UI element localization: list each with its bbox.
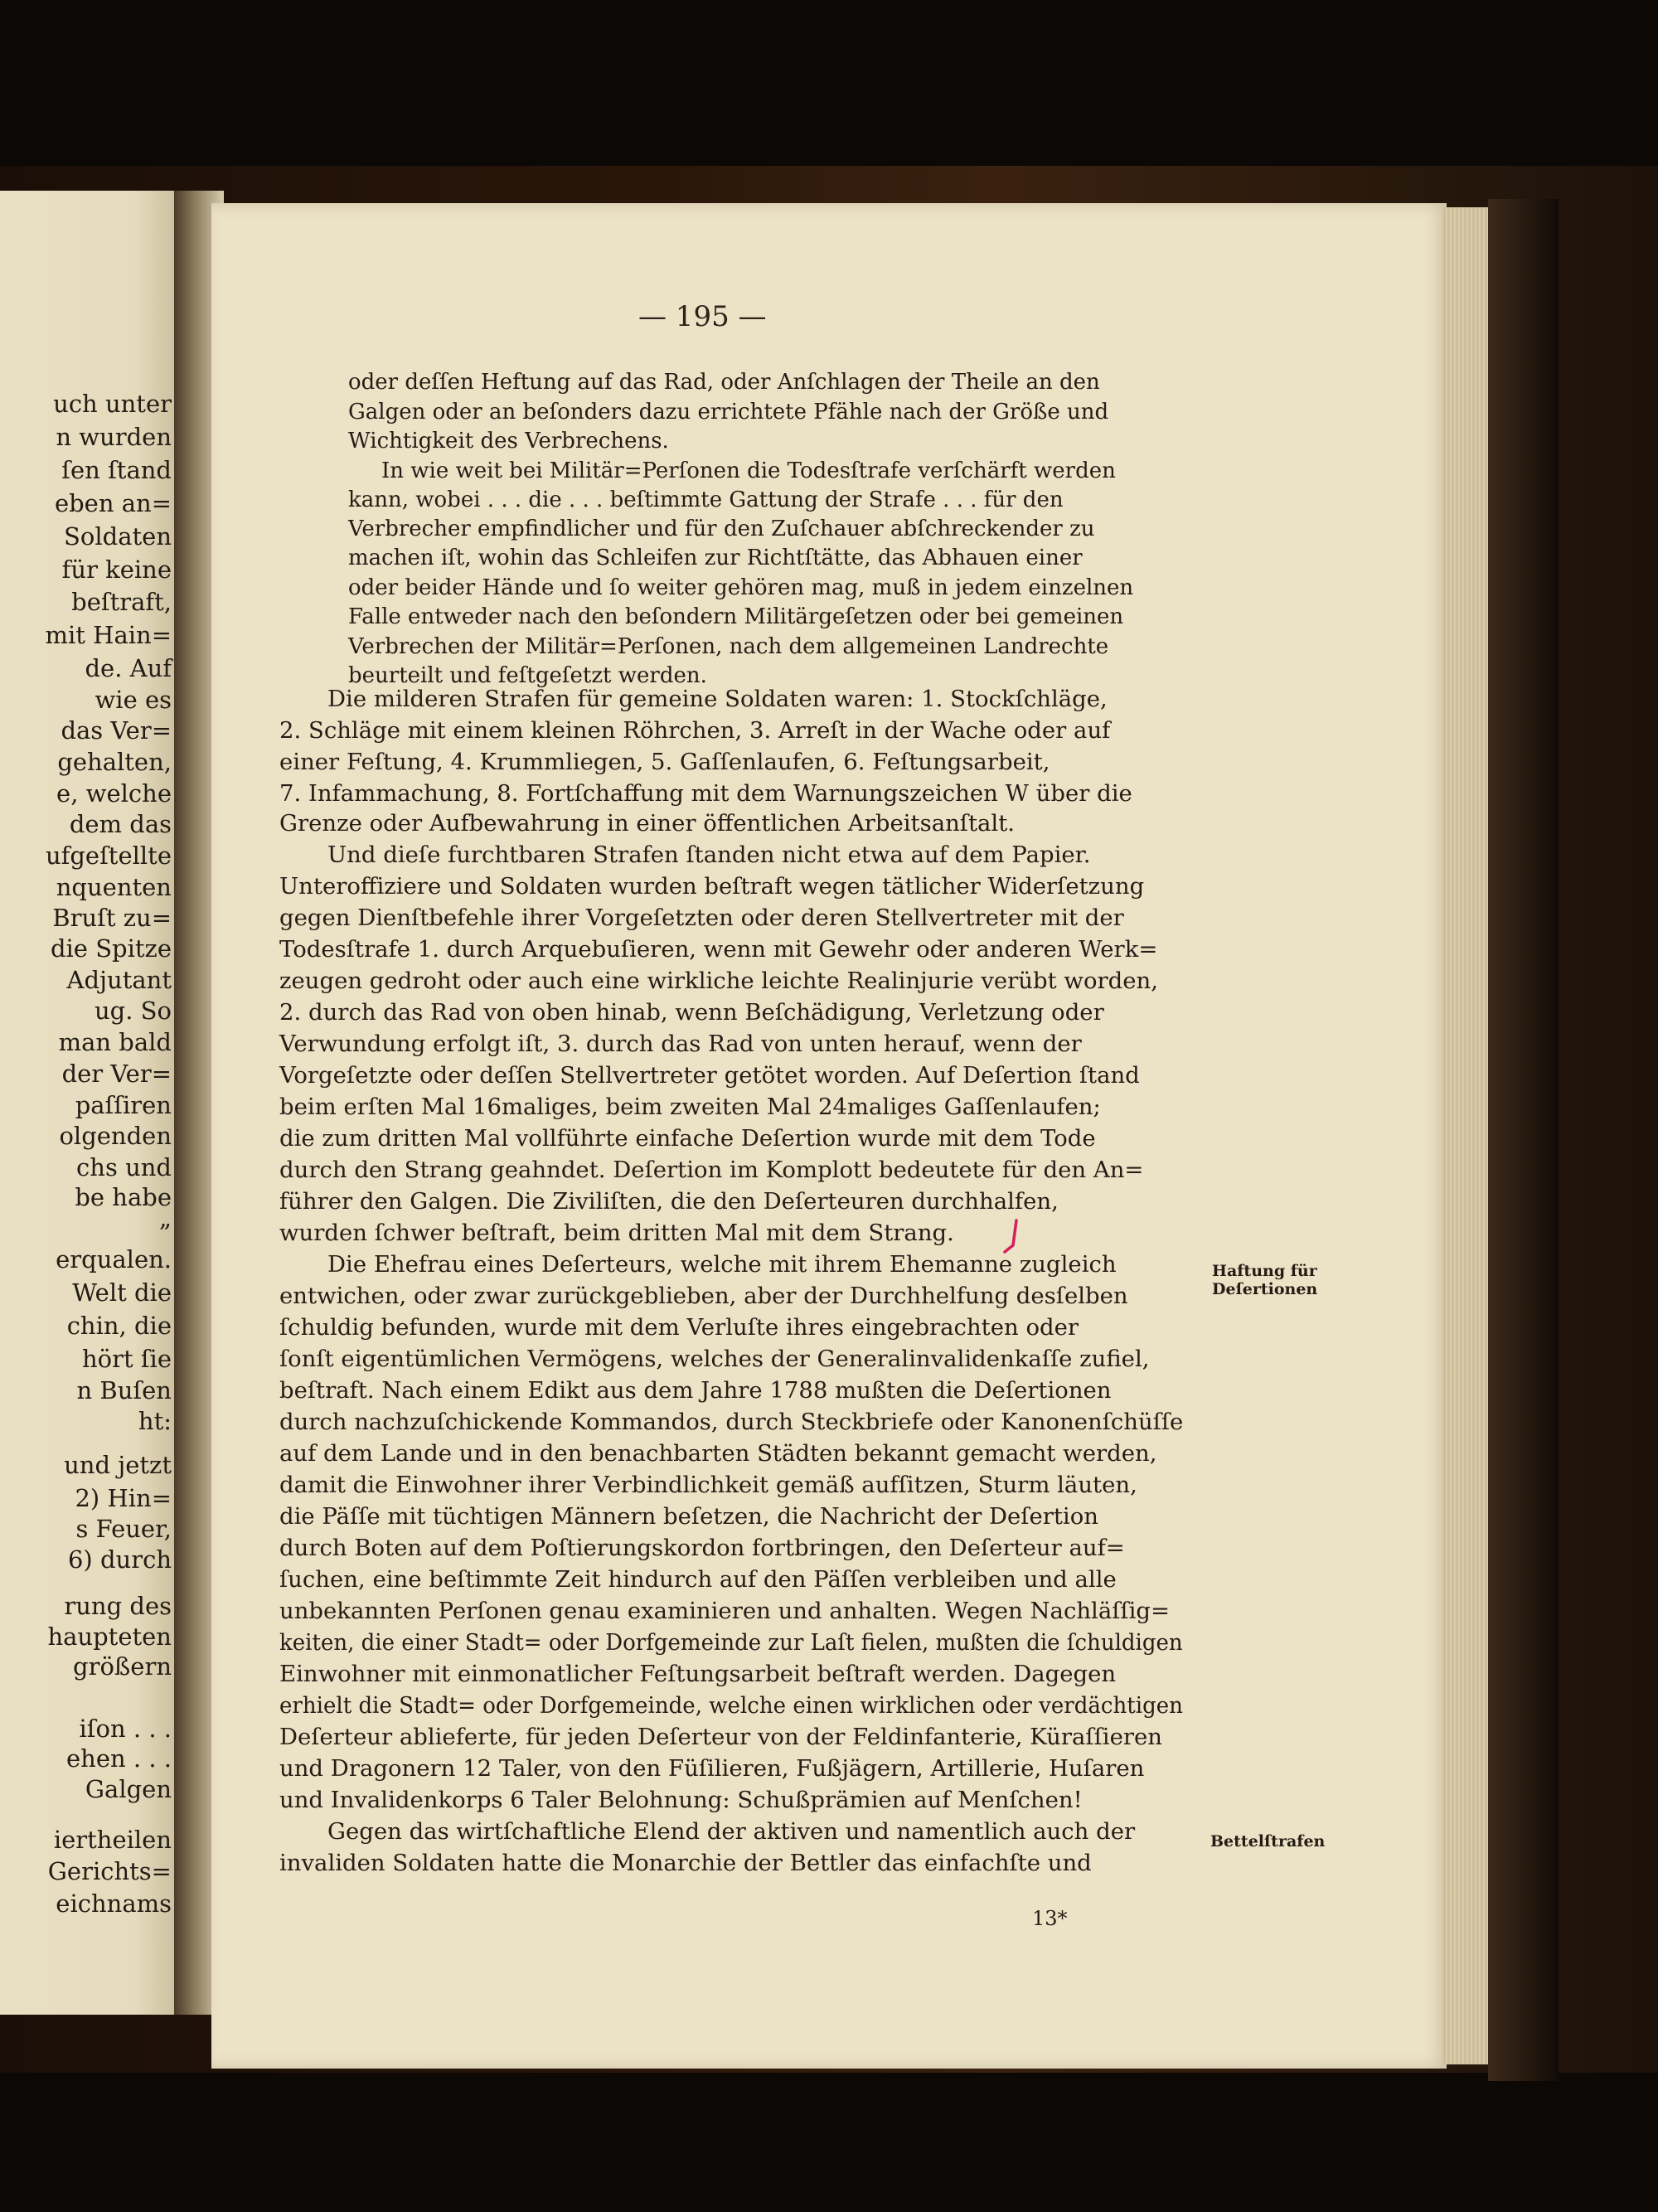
red-pencil-mark	[1001, 1219, 1023, 1257]
body-line: entwichen, oder zwar zurückgeblieben, aber der Durchhelfung desſelben	[279, 1283, 1128, 1309]
body-line: erhielt die Stadt= oder Dorfgemeinde, welche einen wirklichen oder verdächtigen	[279, 1692, 1183, 1719]
left-page-text-fragment: 6) durch	[67, 1545, 172, 1574]
body-line: ſchuldig befunden, wurde mit dem Verluſte ihres eingebrachten oder	[279, 1314, 1079, 1341]
left-page-text-fragment: Welt die	[72, 1278, 172, 1307]
left-page-text-fragment: de. Auf	[85, 654, 172, 682]
body-line: damit die Einwohner ihrer Verbindlichkeit gemäß aufſitzen, Sturm läuten,	[279, 1472, 1137, 1498]
left-page-text-fragment: die Spitze	[50, 934, 172, 963]
body-line: und Invalidenkorps 6 Taler Belohnung: Schußprämien auf Menſchen!	[279, 1787, 1083, 1813]
left-page-text-fragment: n Buſen	[76, 1376, 172, 1404]
quote-line: oder deſſen Heftung auf das Rad, oder Anſchlagen der Theile an den	[348, 370, 1100, 395]
margin-note-line: Bettelſtrafen	[1210, 1832, 1326, 1851]
left-page-text-fragment: der Ver=	[61, 1060, 172, 1088]
page-edge-stack	[1442, 207, 1488, 2064]
left-page-text-fragment: s Feuer,	[75, 1515, 172, 1543]
body-line: durch nachzuſchickende Kommandos, durch Steckbriefe oder Kanonenſchüſſe	[279, 1409, 1184, 1435]
body-line: die zum dritten Mal vollführte einfache Deſertion wurde mit dem Tode	[279, 1125, 1096, 1152]
body-line: Deſerteur ablieferte, für jeden Deſerteur von der Feldinfanterie, Küraſſieren	[279, 1724, 1162, 1750]
quote-line: Verbrechen der Militär=Perſonen, nach dem allgemeinen Landrechte	[348, 634, 1109, 659]
left-page-text-fragment: dem das	[69, 810, 172, 838]
quote-line: machen iſt, wohin das Schleifen zur Richtſtätte, das Abhauen einer	[348, 546, 1083, 570]
left-page-text-fragment: olgenden	[59, 1122, 172, 1150]
left-page-text-fragment: uch unter	[53, 390, 172, 418]
body-line: Einwohner mit einmonatlicher Feſtungsarbeit beſtraft werden. Dagegen	[279, 1661, 1117, 1687]
quote-line: In wie weit bei Militär=Perſonen die Todesſtrafe verſchärft werden	[381, 458, 1116, 483]
quote-line: Wichtigkeit des Verbrechens.	[348, 429, 669, 454]
left-page-text-fragment: e, welche	[56, 779, 172, 808]
body-line: auf dem Lande und in den benachbarten Städten bekannt gemacht werden,	[279, 1440, 1157, 1467]
left-page-text-fragment: und jetzt	[64, 1451, 172, 1479]
left-page-text-fragment: Gerichts=	[47, 1857, 172, 1885]
left-page-text-fragment: „	[158, 1204, 172, 1232]
left-page-text-fragment: chs und	[76, 1153, 172, 1181]
body-line: invaliden Soldaten hatte die Monarchie der Bettler das einfachſte und	[279, 1850, 1092, 1876]
left-page-text-fragment: eichnams	[56, 1889, 172, 1918]
left-page-text-fragment: be habe	[75, 1183, 172, 1211]
left-page-text-fragment: beſtraft,	[71, 588, 172, 616]
quote-line: kann, wobei . . . die . . . beſtimmte Gattung der Strafe . . . für den	[348, 488, 1064, 512]
left-page-text-fragment: haupteten	[47, 1623, 172, 1651]
left-page-text-fragment: Bruſt zu=	[52, 904, 172, 932]
left-page-text-fragment: erqualen.	[56, 1245, 172, 1273]
left-page-text-fragment: für keine	[61, 555, 172, 584]
left-page-text-fragment: größern	[73, 1652, 172, 1681]
body-line: durch Boten auf dem Poſtierungskordon fortbringen, den Deſerteur auf=	[279, 1535, 1125, 1561]
body-line: Unteroffiziere und Soldaten wurden beſtraft wegen tätlicher Widerſetzung	[279, 873, 1145, 900]
left-page-text-fragment: wie es	[95, 686, 172, 714]
margin-note-begging	[1210, 1833, 1325, 1851]
body-line: gegen Dienſtbefehle ihrer Vorgeſetzten oder deren Stellvertreter mit der	[279, 905, 1124, 931]
body-line: beim erſten Mal 16maliges, beim zweiten Mal 24maliges Gaſſenlaufen;	[279, 1094, 1101, 1120]
left-page-text-fragment: rung des	[64, 1592, 172, 1620]
left-page-text-fragment: chin, die	[66, 1312, 172, 1340]
quote-line: Galgen oder an beſonders dazu errichtete Pfähle nach der Größe und	[348, 400, 1109, 424]
left-page-text-fragment: Soldaten	[64, 522, 172, 551]
quote-line: beurteilt und feſtgeſetzt werden.	[348, 663, 707, 688]
body-line: Die Ehefrau eines Deſerteurs, welche mit ihrem Ehemanne zugleich	[327, 1251, 1117, 1278]
left-page-text-fragment: hört ſie	[81, 1345, 172, 1373]
body-line: Grenze oder Aufbewahrung in einer öffentlichen Arbeitsanſtalt.	[279, 810, 1016, 837]
body-line: und Dragonern 12 Taler, von den Füſilieren, Fußjägern, Artillerie, Huſaren	[279, 1755, 1145, 1782]
left-page-text-fragment: ufgeſtellte	[45, 842, 172, 870]
left-page-text-fragment: nquenten	[56, 873, 172, 901]
body-line: 2. Schläge mit einem kleinen Röhrchen, 3. Arreſt in der Wache oder auf	[279, 717, 1111, 744]
signature-mark: 13*	[1032, 1907, 1068, 1930]
quote-line: Verbrecher empfindlicher und für den Zuſchauer abſchreckender zu	[348, 517, 1095, 541]
body-line: 2. durch das Rad von oben hinab, wenn Beſchädigung, Verletzung oder	[279, 999, 1104, 1026]
left-page-text-fragment: ug. So	[94, 997, 172, 1025]
body-line: beſtraft. Nach einem Edikt aus dem Jahre 1788 mußten die Deſertionen	[279, 1377, 1112, 1404]
left-page-text-fragment: n wurden	[56, 423, 172, 451]
quote-line: Falle entweder nach den beſondern Militärgeſetzen oder bei gemeinen	[348, 604, 1124, 629]
left-page-text-fragment: das Ver=	[61, 716, 172, 745]
body-line: Die milderen Strafen für gemeine Soldaten waren: 1. Stockſchläge,	[327, 686, 1108, 712]
body-line: führer den Galgen. Die Ziviliſten, die den Deſerteuren durchhalfen,	[279, 1188, 1059, 1215]
margin-note-line: Deſertionen	[1212, 1279, 1318, 1298]
left-page-text-fragment: 2) Hin=	[75, 1484, 172, 1512]
left-page-text-fragment: man bald	[58, 1028, 172, 1056]
body-line: unbekannten Perſonen genau examinieren und anhalten. Wegen Nachläſſig=	[279, 1598, 1171, 1624]
left-page-text-fragment: gehalten,	[57, 748, 172, 776]
body-line: einer Feſtung, 4. Krummliegen, 5. Gaſſenlaufen, 6. Feſtungsarbeit,	[279, 749, 1050, 775]
body-line: keiten, die einer Stadt= oder Dorfgemeinde zur Laſt fielen, mußten die ſchuldigen	[279, 1629, 1183, 1656]
body-line: Und dieſe furchtbaren Strafen ſtanden nicht etwa auf dem Papier.	[327, 842, 1091, 868]
body-line: 7. Infammachung, 8. Fortſchaffung mit dem Warnungszeichen W über die	[279, 780, 1132, 807]
page-number: — 195 —	[638, 300, 767, 333]
body-line: zeugen gedroht oder auch eine wirkliche leichte Realinjurie verübt worden,	[279, 968, 1158, 994]
left-page-text-fragment: ehen . . .	[66, 1744, 172, 1773]
left-page-text-fragment: eben an=	[54, 489, 172, 517]
quote-line: oder beider Hände und ſo weiter gehören mag, muß in jedem einzelnen	[348, 575, 1134, 600]
left-page-text-fragment: paſſiren	[75, 1091, 172, 1119]
body-line: die Päſſe mit tüchtigen Männern beſetzen, die Nachricht der Deſertion	[279, 1503, 1098, 1530]
body-line: Gegen das wirtſchaftliche Elend der aktiven und namentlich auch der	[327, 1818, 1136, 1845]
body-line: Todesſtrafe 1. durch Arquebuſieren, wenn mit Gewehr oder anderen Werk=	[279, 936, 1158, 963]
left-page-text-fragment: Galgen	[85, 1775, 172, 1803]
body-line: ſonſt eigentümlichen Vermögens, welches der Generalinvalidenkaſſe zufiel,	[279, 1346, 1150, 1372]
left-page-text-fragment: Adjutant	[66, 966, 172, 994]
body-line: Vorgeſetzte oder deſſen Stellvertreter getötet worden. Auf Deſertion ſtand	[279, 1062, 1140, 1089]
left-page-text-fragment: iertheilen	[53, 1826, 172, 1854]
body-line: ſuchen, eine beſtimmte Zeit hindurch auf den Päſſen verbleiben und alle	[279, 1566, 1117, 1593]
left-facing-page	[0, 191, 178, 2015]
margin-note-desertion	[1212, 1263, 1317, 1299]
body-line: durch den Strang geahndet. Deſertion im Komplott bedeutete für den An=	[279, 1157, 1144, 1183]
left-page-text-fragment: iſon . . .	[79, 1715, 172, 1743]
margin-note-line: Haftung für	[1212, 1262, 1317, 1280]
left-page-text-fragment: ht:	[138, 1407, 172, 1435]
body-line: Verwundung erfolgt iſt, 3. durch das Rad von unten herauf, wenn der	[279, 1031, 1082, 1057]
left-page-text-fragment: mit Hain=	[45, 621, 172, 649]
book-cover-edge	[1488, 199, 1559, 2081]
body-line: wurden ſchwer beſtraft, beim dritten Mal mit dem Strang.	[279, 1220, 954, 1246]
left-page-text-fragment: ſen ſtand	[61, 456, 172, 484]
